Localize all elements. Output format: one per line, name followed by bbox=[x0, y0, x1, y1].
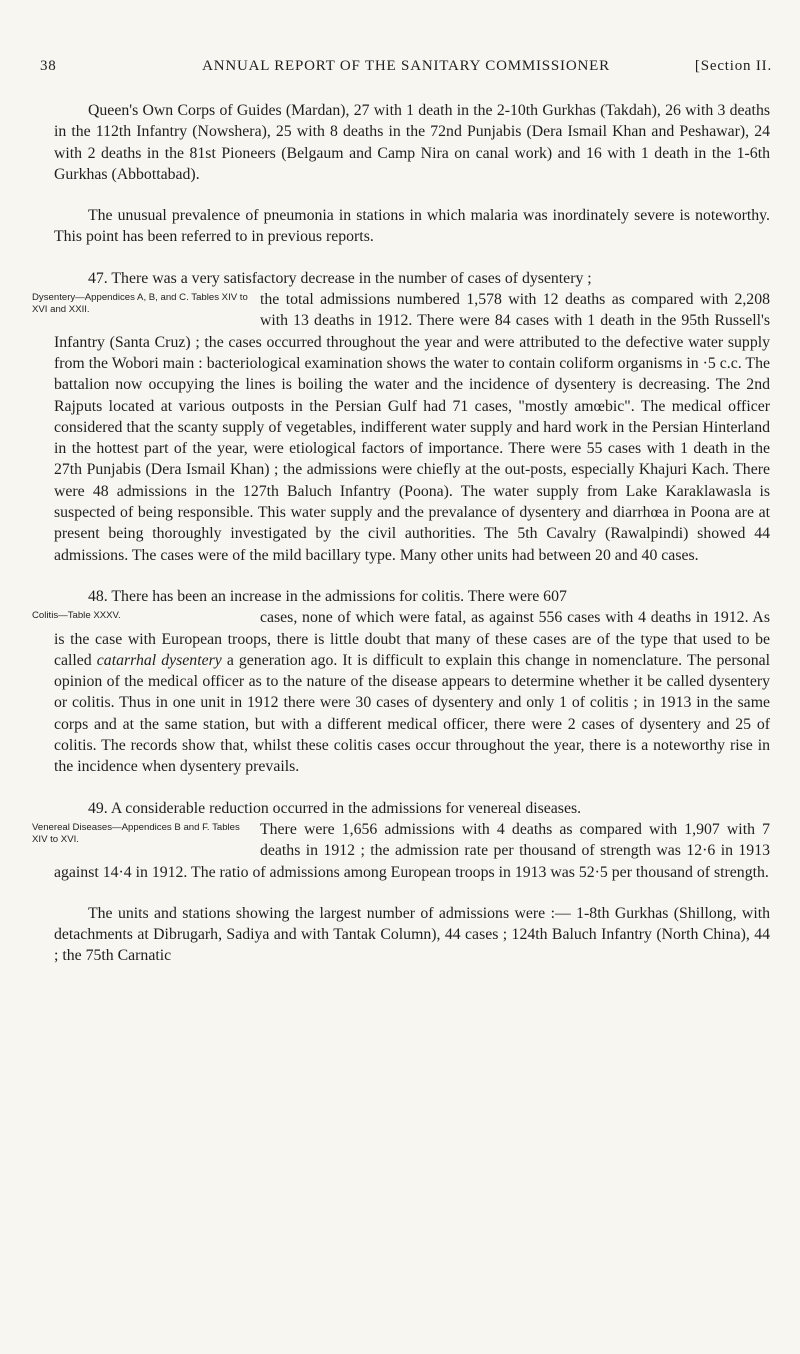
paragraph-47-text: the total admissions numbered 1,578 with 12 deaths as compared with 2,208 with 13 deaths in 1912. There were 84 cases with 1 death in the 95th Russell's Infantry (Santa Cruz) ; the cases occurred throughout the year and were attributed to the defective water supply from the Wobori main : bacteriological examination shows the water to contain coliform organisms in ·5 c.c. The battalion now occupying the lines is boiling the water and the incidence of dysentery is decreasing. The 2nd Rajputs located at various outposts in the Persian Gulf had 71 cases, "mostly amœbic". The medical officer considered that the scanty supply of vegetables, indifferent water supply and hard work in the Persian Hinterland in the hottest part of the year, were etiological factors of importance. There were 55 cases with 1 death in the 27th Punjabis (Dera Ismail Khan) ; the admissions were chiefly at the out-posts, especially Khajuri Kach. There were 48 admissions in the 127th Baluch Infantry (Poona). The water supply from Lake Karaklawasla is suspected of being responsible. This water supply and the prevalance of dysentery and diarrhœa in Poona are at present being thoroughly investigated by the civil authorities. The 5th Cavalry (Rawalpindi) showed 44 admissions. The cases were of the mild bacillary type. Many other units had between 20 and 40 cases. bbox=[54, 291, 770, 564]
paragraph-47 bbox=[32, 289, 770, 566]
paragraph-48 bbox=[32, 607, 771, 777]
italic-term: catarrhal dysentery bbox=[96, 651, 222, 669]
paragraph-units: The units and stations showing the largest number of admissions were :— 1-8th Gurkhas (Shillong, with detachments at Dibrugarh, Sadiya and with Tantak Column), 44 cases ; 124th Baluch Infantry (North China), 44 ; the 75th Carnatic bbox=[54, 904, 770, 965]
section-label: [Section II. bbox=[694, 58, 772, 74]
paragraph-48-text-a: cases, none of which were fatal, as against 556 cases with 4 deaths in 1912. As is the case with European troops, there is little doubt that many of these cases are of the type that used to be called bbox=[54, 609, 770, 669]
page-number: 38 bbox=[40, 58, 57, 74]
paragraph-47-lead: 47. There was a very satisfactory decrease in the number of cases of dysentery ; bbox=[88, 269, 592, 287]
running-title: ANNUAL REPORT OF THE SANITARY COMMISSIONER bbox=[202, 58, 610, 74]
paragraph-48-lead: 48. There has been an increase in the admissions for colitis. There were 607 bbox=[88, 587, 567, 605]
paragraph-48-text-b: a generation ago. It is difficult to explain this change in nomenclature. The personal opinion of the medical officer as to the nature of the disease appears to determine whether it be called dysentery or colitis. Thus in one unit in 1912 there were 30 cases of dysentery and only 1 of colitis ; in 1913 in the same corps and at the same station, but with a different medical officer, there were 2 cases of dysentery and 25 of colitis. The records show that, whilst these colitis cases occur throughout the year, there is a noteworthy rise in the incidence when dysentery prevails. bbox=[54, 651, 771, 776]
margin-note-colitis: Colitis—Table XXXV. bbox=[32, 610, 121, 622]
report-body bbox=[32, 100, 771, 967]
paragraph-49-text: There were 1,656 admissions with 4 deaths as compared with 1,907 with 7 deaths in 1912 ; the admission rate per thousand of strength was 12·6 in 1913 against 14·4 in 1912. The ratio of admissions among European troops in 1913 was 52·5 per thousand of strength. bbox=[54, 820, 770, 881]
margin-note-dysentery: Dysentery—Appendices A, B, and C. Tables XIV to XVI and XXII. bbox=[32, 292, 248, 316]
paragraph-pneumonia: The unusual prevalence of pneumonia in stations in which malaria was inordinately severe is noteworthy. This point has been referred to in previous reports. bbox=[54, 207, 770, 246]
margin-note-venereal: Venereal Diseases—Appendices B and F. Tables XIV to XVI. bbox=[32, 821, 240, 845]
paragraph-49 bbox=[32, 819, 770, 883]
paragraph-49-lead: 49. A considerable reduction occurred in the admissions for venereal diseases. bbox=[88, 799, 582, 817]
page-header bbox=[40, 58, 772, 82]
paragraph-intro: Queen's Own Corps of Guides (Mardan), 27 with 1 death in the 2-10th Gurkhas (Takdah), 26 with 3 deaths in the 112th Infantry (Nowshera), 25 with 8 deaths in the 72nd Punjabis (Dera Ismail Khan and Peshawar), 24 with 2 deaths in the 81st Pioneers (Belgaum and Camp Nira on canal work) and 16 with 1 death in the 1-6th Gurkhas (Abbottabad). bbox=[54, 102, 770, 183]
